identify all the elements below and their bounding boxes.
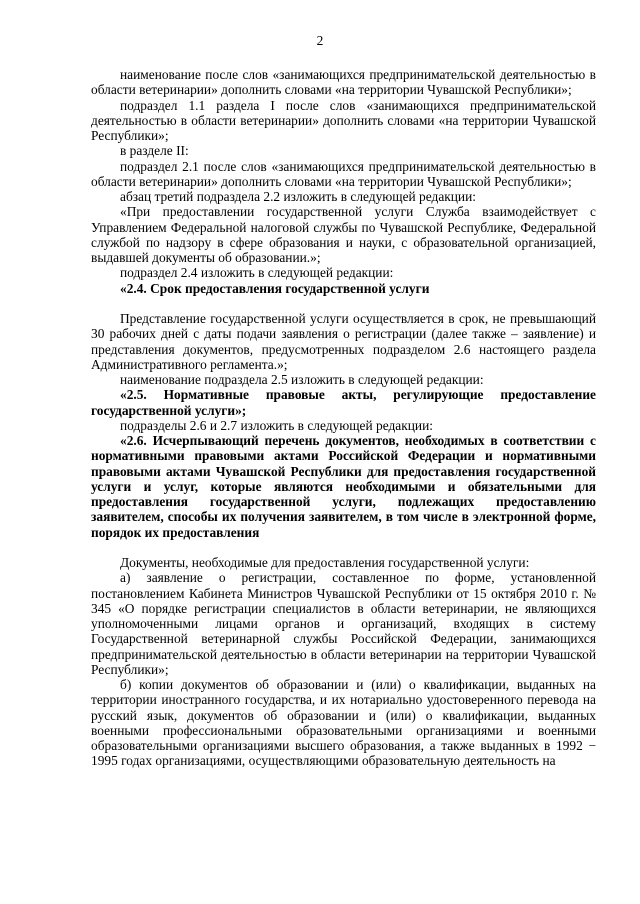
section-heading: «2.5. Нормативные правовые акты, регулирующие предоставление государственной услуги»; [91,387,596,418]
paragraph: абзац третий подраздела 2.2 изложить в следующей редакции: [120,189,476,204]
paragraph-gap [91,296,596,311]
paragraph: а) заявление о регистрации, составленное по форме, установленной постановлением Кабинета Министров Чувашской Республики от 15 октября 2010 г. № 345 «О порядке регистрации специалистов в области ветеринарии, не являющихся уполномоченными лицами органов и организаций, входящих в систему Государственной ветеринарной службы Российской Федерации, занимающихся предпринимательской деятельностью в области ветеринарии на территории Чувашской Республики»; [91,570,596,677]
paragraph: подраздел 1.1 раздела I после слов «занимающихся предпринимательской деятельностью в области ветеринарии» дополнить словами «на территории Чувашской Республики»; [91,97,596,143]
paragraph: Документы, необходимые для предоставления государственной услуги: [120,555,530,570]
paragraph: подразделы 2.6 и 2.7 изложить в следующей редакции: [120,417,433,433]
paragraph-gap [91,540,596,555]
paragraph: подраздел 2.4 изложить в следующей редакции: [120,265,394,281]
paragraph: «При предоставлении государственной услуги Служба взаимодействует с Управлением Федеральной налоговой службы по Чувашской Республике, Федеральной службой по надзору в сфере образования и науки, с образовательной организацией, выдавшей документы об образовании.»; [91,204,596,265]
section-heading: «2.6. Исчерпывающий перечень документов, необходимых в соответствии с нормативными правовыми актами Российской Федерации и нормативными правовыми актами Чувашской Республики для предоставления государственной услуги и услуг, которые являются необходимыми и обязательными для предоставления государственной услуги, подлежащих предоставлению заявителем, способы их получения заявителем, в том числе в электронной форме, порядок их предоставления [91,433,596,540]
section-heading: «2.4. Срок предоставления государственной услуги [120,280,430,296]
page-number: 2 [316,33,324,48]
paragraph: наименование после слов «занимающихся предпринимательской деятельностью в области ветеринарии» дополнить словами «на территории Чувашской Республики»; [91,67,596,98]
paragraph: в разделе II: [120,143,189,159]
paragraph: Представление государственной услуги осуществляется в срок, не превышающий 30 рабочих дней с даты подачи заявления о регистрации (далее также – заявление) и представления документов, предусмотренных подразделом 2.6 настоящего раздела Административного регламента.»; [91,311,596,372]
paragraph: наименование подраздела 2.5 изложить в следующей редакции: [120,372,484,387]
paragraph: подраздел 2.1 после слов «занимающихся предпринимательской деятельностью в области ветеринарии» дополнить словами «на территории Чувашской Республики»; [91,158,596,189]
paragraph: б) копии документов об образовании и (или) о квалификации, выданных на территории иностранного государства, и их нотариально удостоверенного перевода на русский язык, документов об образовании и (или) о квалификации, выданных военными профессиональными образовательными организациями и военными образовательными организациями высшего образования, а также выданных в 1992 − 1995 годах организациями, осуществляющими образовательную деятельность на [91,677,596,769]
document-body [91,67,596,769]
